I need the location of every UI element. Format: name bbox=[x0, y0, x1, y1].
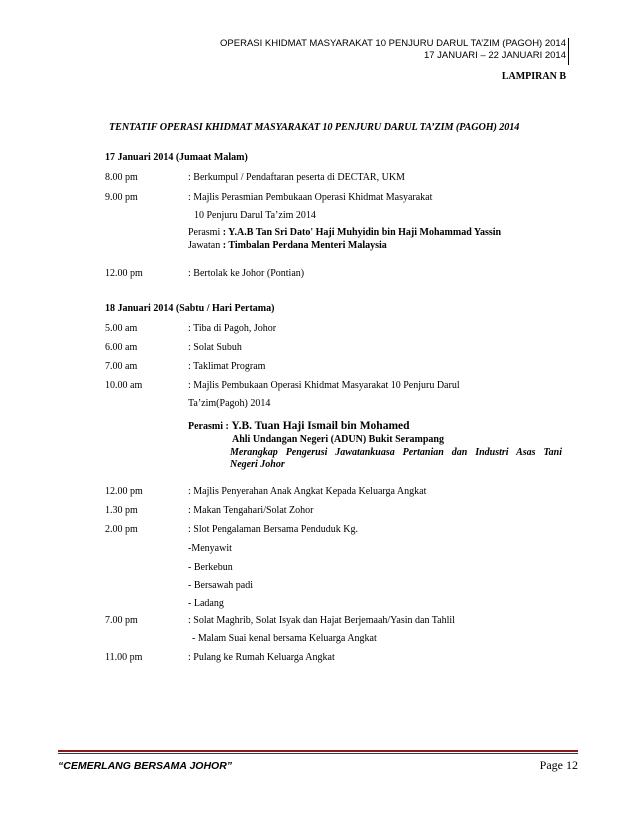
footer-rule-thin bbox=[58, 753, 578, 754]
day1-last-time: 12.00 pm bbox=[105, 268, 143, 279]
header-line-2: 17 JANUARI – 22 JANUARI 2014 bbox=[423, 50, 566, 61]
document-title: TENTATIF OPERASI KHIDMAT MASYARAKAT 10 PENJURU DARUL TA’ZIM (PAGOH) 2014 bbox=[109, 122, 520, 133]
day1-jawatan-label: Jawatan bbox=[188, 240, 221, 251]
slot-item: -Menyawit bbox=[188, 543, 232, 554]
header-line-1: OPERASI KHIDMAT MASYARAKAT 10 PENJURU DARUL TA’ZIM (PAGOH) 2014 bbox=[220, 38, 566, 49]
lampiran-label: LAMPIRAN B bbox=[501, 71, 566, 82]
day2-perasmi bbox=[188, 420, 410, 432]
day1-perasmi-label: Perasmi bbox=[188, 227, 221, 238]
day2-row2-0-time: 12.00 pm bbox=[105, 486, 143, 497]
day1-last-desc: : Bertolak ke Johor (Pontian) bbox=[188, 268, 305, 279]
day2-night-time: 11.00 pm bbox=[105, 652, 143, 663]
day1-row-0-desc: : Berkumpul / Pendaftaran peserta di DECTAR, UKM bbox=[188, 172, 405, 183]
day2-row-0-desc: : Tiba di Pagoh, Johor bbox=[188, 323, 277, 334]
day2-row-3-desc: : Majlis Pembukaan Operasi Khidmat Masyarakat 10 Penjuru Darul bbox=[188, 380, 460, 391]
day2-row2-2-desc: : Slot Pengalaman Bersama Penduduk Kg. bbox=[188, 524, 358, 535]
day2-perasmi-label: Perasmi : bbox=[188, 421, 229, 432]
day2-heading bbox=[105, 303, 274, 314]
day2-row2-0-desc: : Majlis Penyerahan Anak Angkat Kepada Keluarga Angkat bbox=[188, 486, 427, 497]
day2-perasmi-role bbox=[230, 434, 562, 472]
day2-row-3-cont: Ta’zim(Pagoh) 2014 bbox=[188, 398, 271, 409]
day1-perasmi bbox=[188, 227, 501, 238]
day1-jawatan-value: : Timbalan Perdana Menteri Malaysia bbox=[222, 240, 387, 251]
day2-evening-sub: - Malam Suai kenal bersama Keluarga Angkat bbox=[192, 633, 377, 644]
slot-item: - Ladang bbox=[188, 598, 224, 609]
day1-row-1-cont: 10 Penjuru Darul Ta’zim 2014 bbox=[194, 210, 316, 221]
day2-heading-date: 18 Januari 2014 bbox=[105, 303, 174, 314]
day2-perasmi-role-3: Negeri Johor bbox=[230, 459, 285, 470]
day2-row-3-time: 10.00 am bbox=[105, 380, 143, 391]
slot-item: - Berkebun bbox=[188, 562, 233, 573]
day2-row-2-time: 7.00 am bbox=[105, 361, 138, 372]
day2-evening-time: 7.00 pm bbox=[105, 615, 138, 626]
day1-row-1-desc: : Majlis Perasmian Pembukaan Operasi Khidmat Masyarakat bbox=[188, 192, 433, 203]
header-divider bbox=[568, 38, 569, 65]
day2-heading-rest: (Sabtu / Hari Pertama) bbox=[175, 303, 275, 314]
footer-rule bbox=[58, 750, 578, 752]
day2-evening-desc: : Solat Maghrib, Solat Isyak dan Hajat Berjemaah/Yasin dan Tahlil bbox=[188, 615, 455, 626]
day2-perasmi-role-2: Merangkap Pengerusi Jawatankuasa Pertanian dan Industri Asas Tani bbox=[230, 446, 562, 458]
day2-row-2-desc: : Taklimat Program bbox=[188, 361, 266, 372]
slot-item: - Bersawah padi bbox=[188, 580, 253, 591]
page-number: Page 12 bbox=[539, 758, 578, 772]
day1-row-1-time: 9.00 pm bbox=[105, 192, 138, 203]
footer-motto: “CEMERLANG BERSAMA JOHOR” bbox=[58, 760, 233, 772]
day2-perasmi-role-1: Ahli Undangan Negeri (ADUN) Bukit Serampang bbox=[232, 434, 444, 445]
day2-row2-1-time: 1.30 pm bbox=[105, 505, 138, 516]
day1-perasmi-value: : Y.A.B Tan Sri Dato' Haji Muhyidin bin Haji Mohammad Yassin bbox=[222, 227, 502, 238]
day2-row-0-time: 5.00 am bbox=[105, 323, 138, 334]
day1-jawatan bbox=[188, 240, 387, 251]
day1-row-0-time: 8.00 pm bbox=[105, 172, 138, 183]
day2-row2-2-time: 2.00 pm bbox=[105, 524, 138, 535]
day2-perasmi-name: Y.B. Tuan Haji Ismail bin Mohamed bbox=[231, 420, 410, 432]
day1-heading: 17 Januari 2014 (Jumaat Malam) bbox=[105, 152, 248, 163]
day2-row-1-time: 6.00 am bbox=[105, 342, 138, 353]
day2-row-1-desc: : Solat Subuh bbox=[188, 342, 242, 353]
day2-row2-1-desc: : Makan Tengahari/Solat Zohor bbox=[188, 505, 314, 516]
day2-night-desc: : Pulang ke Rumah Keluarga Angkat bbox=[188, 652, 335, 663]
